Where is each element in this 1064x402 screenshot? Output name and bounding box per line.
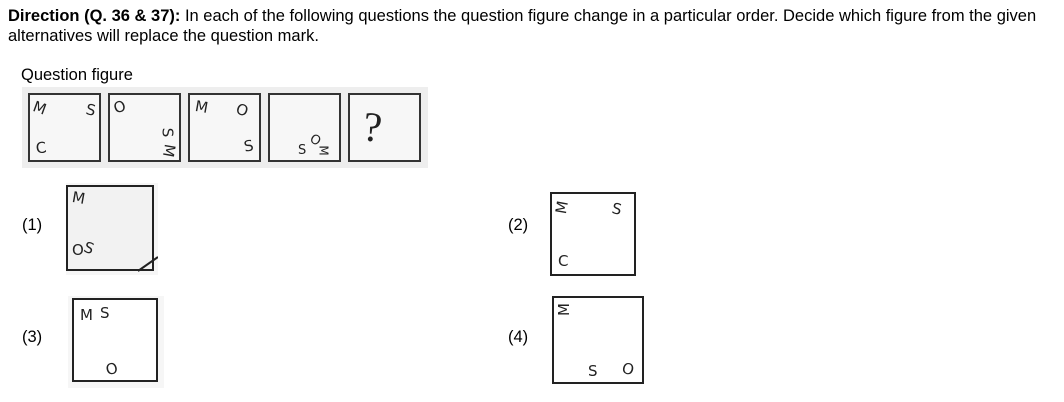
glyph-o: O (111, 96, 129, 118)
glyph-s: S (158, 127, 177, 138)
option-1-label: (1) (22, 216, 43, 234)
question-cell-3 (188, 93, 261, 162)
question-figure-label: Question figure (21, 66, 133, 84)
option-1-corner-mark (66, 183, 158, 275)
direction-text (8, 6, 1058, 46)
glyph-m: M (193, 97, 210, 117)
option-3-label: (3) (22, 328, 43, 346)
glyph-m: M (316, 145, 331, 156)
glyph-m: M (158, 142, 179, 159)
question-mark: ? (360, 104, 385, 152)
question-cell-5 (348, 93, 421, 162)
option-2-label: (2) (508, 216, 529, 234)
glyph-s: S (298, 143, 307, 158)
glyph-m: M (80, 306, 93, 324)
glyph-m: M (30, 97, 49, 119)
glyph-c: C (34, 138, 48, 158)
option-4-label: (4) (508, 328, 529, 346)
glyph-s: S (610, 199, 624, 219)
glyph-o: O (72, 241, 84, 259)
glyph-s: S (242, 136, 255, 156)
glyph-s: S (81, 237, 97, 259)
glyph-s: S (588, 362, 598, 380)
option-2-figure[interactable] (548, 190, 640, 280)
direction-body: In each of the following questions the question figure change in a particular order. Decide which figure from the given alternatives will replace the question mark. (8, 7, 1037, 45)
question-cell-4 (268, 93, 341, 162)
glyph-o: O (233, 99, 251, 121)
glyph-m: M (554, 303, 573, 316)
option-4-figure[interactable] (548, 292, 648, 390)
glyph-s: S (100, 304, 110, 322)
glyph-c: C (558, 252, 569, 270)
question-cell-2 (108, 93, 181, 162)
glyph-s: S (84, 100, 98, 120)
question-cell-1 (28, 93, 101, 162)
option-1-figure[interactable] (66, 183, 158, 275)
glyph-m: M (551, 199, 572, 216)
glyph-o: O (103, 358, 120, 380)
option-3-figure[interactable] (68, 296, 164, 388)
glyph-m: M (70, 188, 87, 208)
direction-heading: Direction (Q. 36 & 37): (8, 7, 181, 25)
glyph-o: O (620, 358, 637, 380)
glyph-o: O (306, 131, 324, 150)
